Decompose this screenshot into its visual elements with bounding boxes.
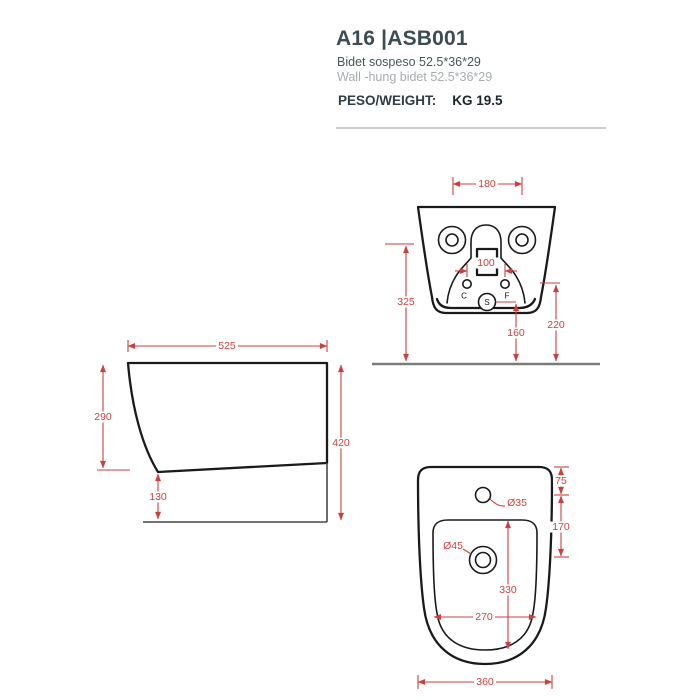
drain-hole-outer: [470, 547, 497, 574]
dim-180: 180: [478, 178, 496, 190]
side-view: [92, 340, 352, 522]
dimension-drain-height: [496, 302, 527, 361]
fixing-hole-right-outer: [509, 227, 536, 254]
dimension-basin-depth: [497, 521, 519, 649]
dimension-bottom-clearance: [147, 474, 169, 519]
label-f: F: [504, 291, 510, 301]
dim-325: 325: [397, 296, 415, 308]
subtitle-english: Wall -hung bidet 52.5*36*29: [337, 70, 493, 84]
hot-inlet-hole: [501, 280, 509, 288]
annotation-drain-hole: [443, 540, 471, 554]
fixing-hole-left-outer: [439, 227, 466, 254]
dim-170: 170: [552, 521, 570, 533]
dimension-depth: [128, 340, 327, 352]
dim-360: 360: [476, 676, 494, 688]
dim-290: 290: [94, 411, 112, 423]
dimension-total-height: [330, 365, 352, 520]
dimension-front-height: [92, 365, 130, 470]
plan-outline: [418, 467, 552, 664]
fixing-hole-right-inner: [516, 234, 528, 246]
dimension-tap-offsets: [550, 467, 572, 557]
dimension-left-height: [385, 244, 417, 361]
dim-330: 330: [499, 584, 517, 596]
dim-420: 420: [332, 437, 350, 449]
dim-270: 270: [475, 611, 493, 623]
subtitle-italian: Bidet sospeso 52.5*36*29: [337, 55, 481, 69]
label-d35: Ø35: [507, 497, 527, 509]
dimension-overall-width: [418, 675, 552, 689]
fixing-hole-left-inner: [446, 234, 458, 246]
rear-view: [372, 177, 600, 364]
dim-160: 160: [507, 327, 525, 339]
product-code: A16 |ASB001: [336, 27, 468, 50]
dimension-right-height: [540, 283, 567, 361]
label-d45: Ø45: [443, 540, 463, 552]
weight-value: KG 19.5: [452, 93, 503, 108]
label-s: S: [484, 298, 490, 307]
drain-hole-inner: [476, 553, 491, 568]
plan-view: [418, 467, 572, 689]
side-outline: [128, 363, 327, 472]
label-c: C: [461, 291, 467, 301]
dim-75: 75: [555, 475, 567, 487]
dim-100: 100: [477, 257, 495, 269]
annotation-tap-hole: [490, 497, 527, 509]
dim-525: 525: [218, 340, 236, 352]
tap-hole: [476, 488, 491, 503]
dimension-fixing-holes-width: [453, 177, 522, 195]
dim-220: 220: [547, 319, 565, 331]
dimension-basin-width: [434, 611, 536, 623]
dim-130: 130: [149, 491, 167, 503]
cold-inlet-hole: [463, 280, 471, 288]
weight-label: PESO/WEIGHT:: [338, 93, 437, 108]
